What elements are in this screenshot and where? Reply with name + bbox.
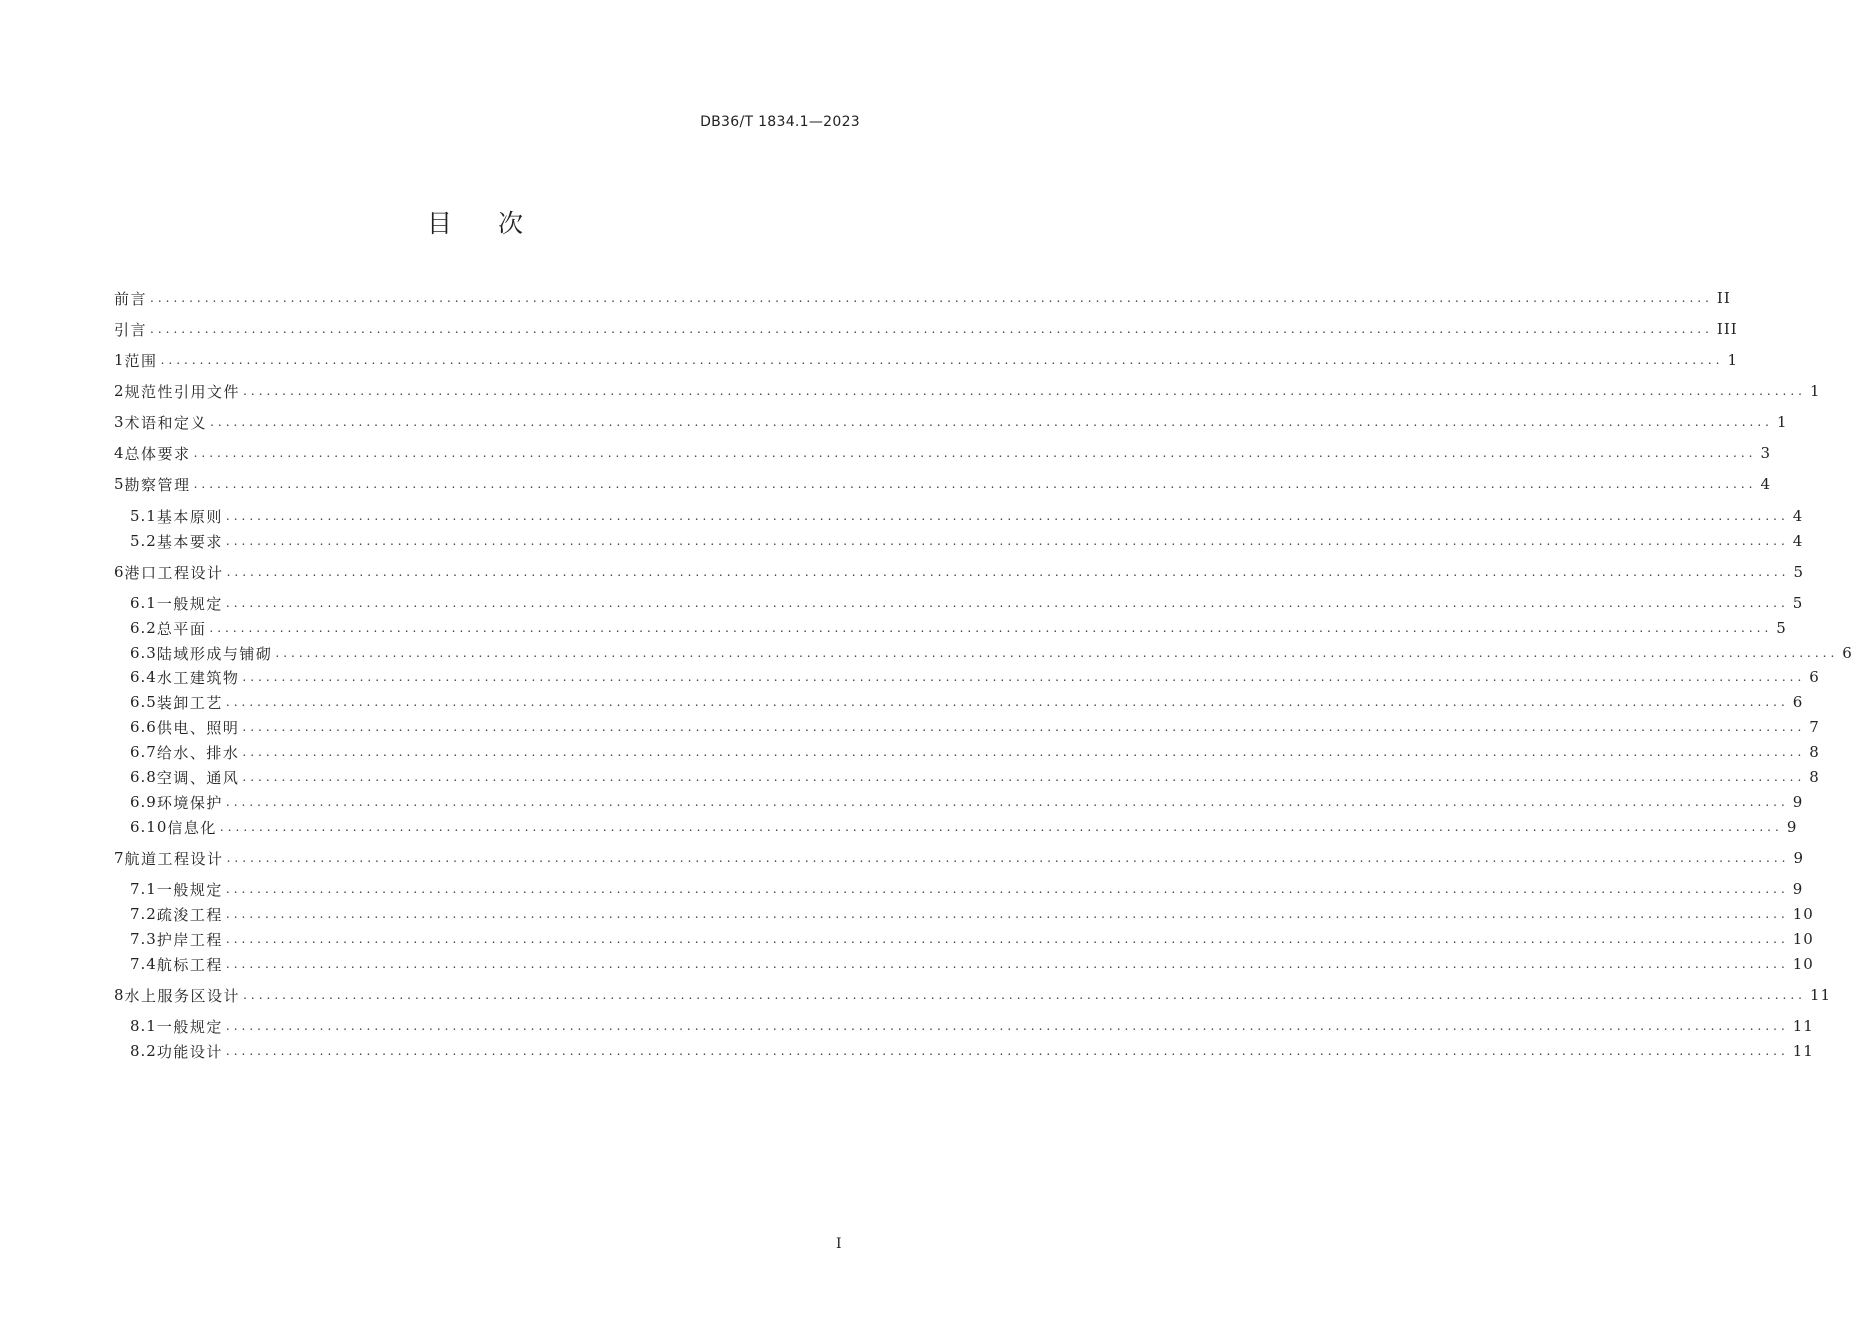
- toc-subentry[interactable]: [130, 903, 1814, 925]
- toc-subentry[interactable]: [130, 816, 1798, 838]
- toc-label: 范围: [124, 351, 158, 370]
- toc-number: 6.6: [130, 718, 157, 736]
- toc-page: 9: [1792, 880, 1804, 898]
- toc-number: 8.2: [130, 1042, 157, 1060]
- toc-subentry[interactable]: [130, 617, 1787, 639]
- toc-leader: ........................................................................................................................................................................................................: [193, 446, 1757, 460]
- toc-entry[interactable]: [114, 411, 1788, 433]
- toc-subentry[interactable]: [130, 766, 1820, 788]
- toc-number: 6.1: [130, 594, 157, 612]
- toc-page: 6: [1809, 668, 1820, 686]
- toc-page: 9: [1786, 818, 1798, 836]
- toc-entry[interactable]: [114, 287, 1731, 309]
- toc-label: 环境保护: [156, 793, 223, 812]
- toc-leader: ........................................................................................................................................................................................................: [225, 596, 1789, 610]
- toc-leader: ........................................................................................................................................................................................................: [225, 509, 1789, 523]
- toc-subentry[interactable]: [130, 741, 1820, 763]
- toc-page: 9: [1792, 793, 1804, 811]
- toc-leader: ........................................................................................................................................................................................................: [150, 291, 1713, 305]
- toc-subentry[interactable]: [130, 791, 1804, 813]
- toc-subentry[interactable]: [130, 1040, 1814, 1062]
- toc-title: 目次: [426, 209, 569, 238]
- toc-label: 前言: [114, 289, 148, 308]
- toc-page: 6: [1792, 693, 1804, 711]
- toc-entry[interactable]: [114, 984, 1832, 1006]
- toc-leader: ........................................................................................................................................................................................................: [193, 477, 1757, 491]
- toc-number: 6.10: [130, 818, 168, 836]
- toc-label: 疏浚工程: [156, 905, 223, 924]
- toc-page: 4: [1760, 475, 1771, 493]
- toc-number: 7.4: [130, 955, 157, 973]
- toc-label: 给水、排水: [156, 743, 240, 762]
- toc-leader: ........................................................................................................................................................................................................: [209, 621, 1773, 635]
- toc-subentry[interactable]: [130, 592, 1804, 614]
- toc-page: 1: [1809, 382, 1821, 400]
- toc-label: 信息化: [167, 818, 217, 837]
- toc-number: 1: [114, 351, 125, 369]
- toc-page: 4: [1792, 532, 1804, 550]
- toc-number: 7: [114, 849, 125, 867]
- toc-page: 11: [1792, 1042, 1814, 1060]
- toc-label: 航标工程: [156, 955, 223, 974]
- toc-page: 6: [1842, 644, 1853, 662]
- toc-number: 5.2: [130, 532, 157, 550]
- toc-leader: ........................................................................................................................................................................................................: [275, 646, 1839, 660]
- document-code: DB36/T 1834.1—2023: [700, 114, 860, 130]
- toc-subentry[interactable]: [130, 928, 1814, 950]
- toc-leader: ........................................................................................................................................................................................................: [242, 670, 1806, 684]
- toc-page: 4: [1792, 507, 1804, 525]
- toc-leader: ........................................................................................................................................................................................................: [225, 882, 1789, 896]
- toc-label: 陆域形成与铺砌: [156, 644, 273, 663]
- toc-label: 术语和定义: [124, 413, 208, 432]
- toc-number: 7.3: [130, 930, 157, 948]
- toc-leader: ........................................................................................................................................................................................................: [225, 534, 1789, 548]
- toc-label: 总平面: [156, 619, 207, 638]
- toc-number: 6: [114, 563, 125, 581]
- toc-number: 6.3: [130, 644, 157, 662]
- toc-label: 一般规定: [156, 594, 223, 613]
- toc-page: 5: [1792, 594, 1804, 612]
- toc-number: 6.8: [130, 768, 157, 786]
- toc-label: 港口工程设计: [124, 563, 224, 582]
- toc-leader: ........................................................................................................................................................................................................: [243, 988, 1806, 1002]
- toc-number: 6.7: [130, 743, 157, 761]
- toc-leader: ........................................................................................................................................................................................................: [225, 795, 1789, 809]
- toc-label: 水工建筑物: [156, 668, 240, 687]
- toc-leader: ........................................................................................................................................................................................................: [242, 720, 1806, 734]
- toc-page: II: [1716, 289, 1731, 307]
- toc-label: 功能设计: [156, 1042, 223, 1061]
- toc-number: 4: [114, 444, 125, 462]
- toc-leader: ........................................................................................................................................................................................................: [243, 384, 1806, 398]
- toc-number: 5.1: [130, 507, 157, 525]
- toc-number: 7.1: [130, 880, 157, 898]
- toc-label: 一般规定: [156, 1017, 223, 1036]
- toc-label: 水上服务区设计: [124, 986, 241, 1005]
- toc-page: 3: [1760, 444, 1771, 462]
- toc-page: 10: [1792, 905, 1814, 923]
- toc-page: 9: [1793, 849, 1804, 867]
- toc-subentry[interactable]: [130, 642, 1853, 664]
- toc-subentry[interactable]: [130, 666, 1820, 688]
- toc-leader: ........................................................................................................................................................................................................: [225, 695, 1789, 709]
- toc-leader: ........................................................................................................................................................................................................: [226, 851, 1790, 865]
- page-number: I: [836, 1236, 842, 1252]
- toc-page: III: [1716, 320, 1738, 338]
- toc-page: 5: [1793, 563, 1804, 581]
- toc-number: 6.2: [130, 619, 157, 637]
- toc-label: 一般规定: [156, 880, 223, 899]
- toc-leader: ........................................................................................................................................................................................................: [225, 1044, 1789, 1058]
- toc-page: 10: [1792, 955, 1814, 973]
- toc-page: 11: [1792, 1017, 1814, 1035]
- toc-leader: ........................................................................................................................................................................................................: [150, 322, 1713, 336]
- toc-number: 7.2: [130, 905, 157, 923]
- toc-subentry[interactable]: [130, 691, 1804, 713]
- toc-leader: ........................................................................................................................................................................................................: [210, 415, 1773, 429]
- toc-label: 供电、照明: [156, 718, 240, 737]
- toc-subentry[interactable]: [130, 530, 1804, 552]
- toc-leader: ........................................................................................................................................................................................................: [225, 907, 1789, 921]
- toc-entry[interactable]: [114, 349, 1738, 371]
- toc-page: 11: [1809, 986, 1832, 1004]
- toc-number: 6.4: [130, 668, 157, 686]
- toc-page: 5: [1776, 619, 1787, 637]
- toc-entry[interactable]: [114, 380, 1821, 402]
- toc-number: 5: [114, 475, 125, 493]
- toc-number: 8: [114, 986, 125, 1004]
- toc-subentry[interactable]: [130, 1015, 1814, 1037]
- toc-page: 1: [1776, 413, 1788, 431]
- toc-page: 10: [1792, 930, 1814, 948]
- toc-entry[interactable]: [114, 318, 1738, 340]
- toc-label: 基本要求: [156, 532, 223, 551]
- toc-entry[interactable]: [114, 561, 1804, 583]
- toc-label: 护岸工程: [156, 930, 223, 949]
- toc-leader: ........................................................................................................................................................................................................: [225, 957, 1789, 971]
- toc-number: 6.5: [130, 693, 157, 711]
- toc-subentry[interactable]: [130, 505, 1804, 527]
- toc-number: 6.9: [130, 793, 157, 811]
- toc-page: 1: [1727, 351, 1738, 369]
- toc-label: 总体要求: [124, 444, 191, 463]
- toc-entry[interactable]: [114, 473, 1771, 495]
- toc-leader: ........................................................................................................................................................................................................: [225, 1019, 1789, 1033]
- toc-number: 8.1: [130, 1017, 157, 1035]
- toc-leader: ........................................................................................................................................................................................................: [225, 932, 1789, 946]
- toc-label: 规范性引用文件: [124, 382, 241, 401]
- toc-number: 3: [114, 413, 125, 431]
- toc-label: 基本原则: [156, 507, 223, 526]
- toc-entry[interactable]: [114, 847, 1804, 869]
- toc-label: 装卸工艺: [156, 693, 223, 712]
- toc-leader: ........................................................................................................................................................................................................: [219, 820, 1783, 834]
- toc-number: 2: [114, 382, 125, 400]
- toc-label: 航道工程设计: [124, 849, 224, 868]
- toc-leader: ........................................................................................................................................................................................................: [242, 770, 1806, 784]
- toc-subentry[interactable]: [130, 716, 1820, 738]
- toc-label: 空调、通风: [156, 768, 240, 787]
- toc-subentry[interactable]: [130, 953, 1814, 975]
- toc-page: 8: [1809, 743, 1820, 761]
- toc-label: 勘察管理: [124, 475, 191, 494]
- toc-leader: ........................................................................................................................................................................................................: [242, 745, 1806, 759]
- toc-label: 引言: [114, 320, 148, 339]
- toc-page: 7: [1809, 718, 1820, 736]
- toc-subentry[interactable]: [130, 878, 1804, 900]
- toc-leader: ........................................................................................................................................................................................................: [160, 353, 1724, 367]
- toc-leader: ........................................................................................................................................................................................................: [226, 565, 1790, 579]
- toc-entry[interactable]: [114, 442, 1771, 464]
- toc-page: 8: [1809, 768, 1820, 786]
